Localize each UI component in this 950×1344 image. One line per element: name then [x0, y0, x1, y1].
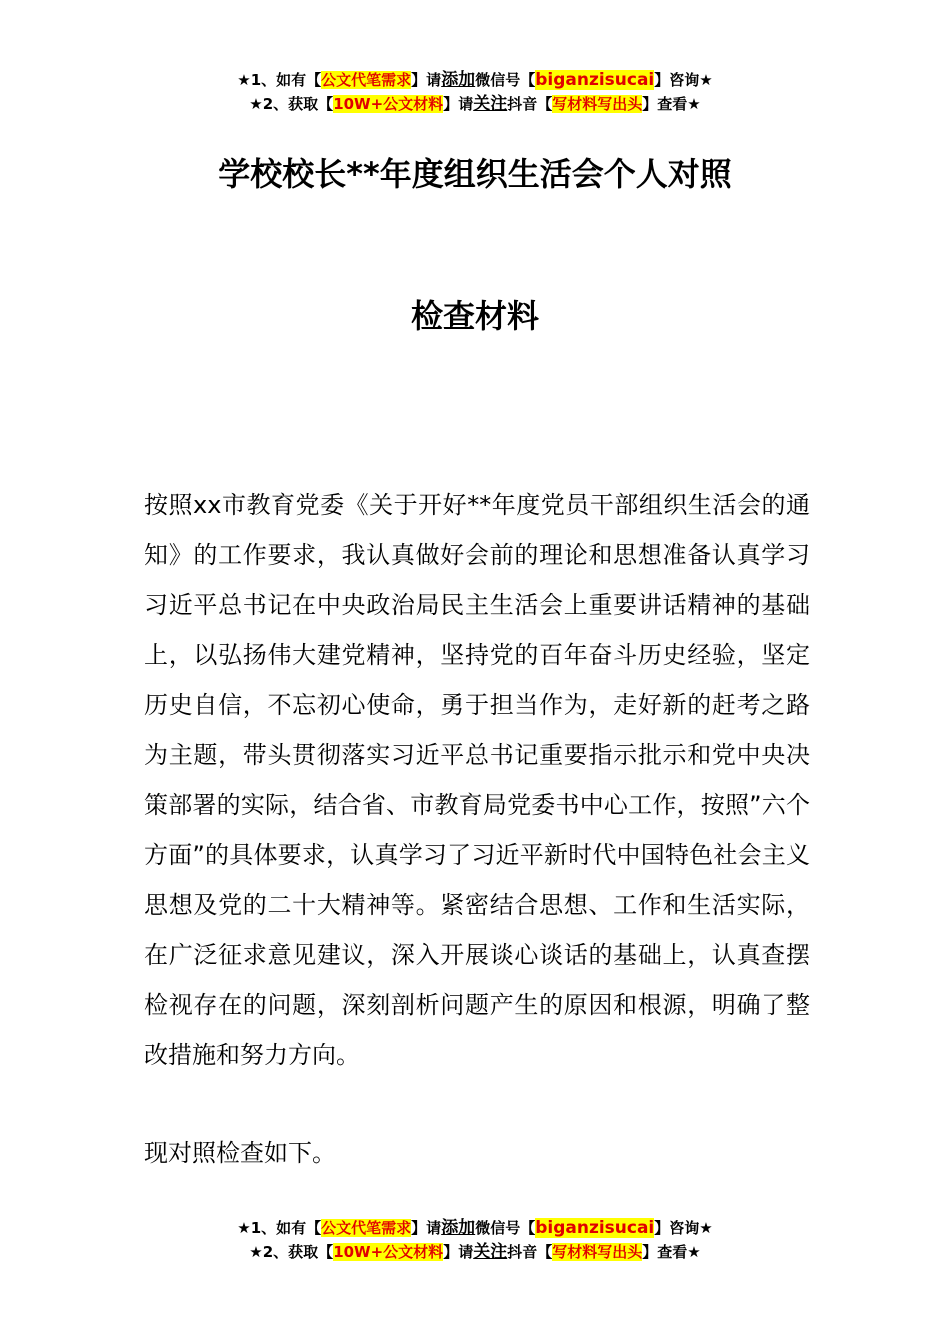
document-title-line-2: 检查材料: [410, 297, 539, 335]
promo-text: 】咨询★: [654, 1219, 713, 1237]
promo-text: 】咨询★: [654, 71, 713, 89]
promo-highlight: biganzisucai: [535, 70, 655, 90]
promo-text: 】请: [411, 1219, 442, 1237]
promo-line-2: [0, 92, 950, 116]
promo-text: 】查看★: [642, 95, 701, 113]
promo-underline: 添加: [441, 1218, 476, 1238]
promo-line-2: [0, 1240, 950, 1264]
promo-text: ★1、如有【: [237, 1219, 322, 1237]
promo-underline: 关注: [473, 94, 508, 114]
body-paragraph-1: 按照xx市教育党委《关于开好**年度党员干部组织生活会的通知》的工作要求，我认真做好会前的理论和思想准备认真学习习近平总书记在中央政治局民主生活会上重要讲话精神的基础上，以弘扬伟大建党精神，坚持党的百年奋斗历史经验，坚定历史自信，不忘初心使命，勇于担当作为，走好新的赶考之路为主题，带头贯彻落实习近平总书记重要指示批示和党中央决策部署的实际，结合省、市教育局党委书中心工作，按照”六个方面”的具体要求，认真学习了习近平新时代中国特色社会主义思想及党的二十大精神等。紧密结合思想、工作和生活实际，在广泛征求意见建议，深入开展谈心谈话的基础上，认真查摆检视存在的问题，深刻剖析问题产生的原因和根源，明确了整改措施和努力方向。: [144, 491, 810, 1069]
promo-text: ★2、获取【: [249, 95, 334, 113]
promo-header: [0, 68, 950, 116]
promo-highlight: 10W+公文材料: [333, 95, 444, 113]
promo-line-1: [0, 68, 950, 92]
promo-highlight: 公文代笔需求: [321, 71, 412, 89]
promo-underline: 添加: [441, 70, 476, 90]
promo-highlight: 写材料写出头: [552, 95, 643, 113]
promo-text: ★2、获取【: [249, 1243, 334, 1261]
promo-highlight: 10W+公文材料: [333, 1243, 444, 1261]
promo-highlight: 写材料写出头: [552, 1243, 643, 1261]
promo-text: 】请: [443, 95, 474, 113]
promo-text: 抖音【: [507, 95, 553, 113]
document-title-line-1: 学校校长**年度组织生活会个人对照: [218, 155, 732, 193]
promo-text: 微信号【: [475, 71, 536, 89]
promo-text: 微信号【: [475, 1219, 536, 1237]
body-paragraph-2: 现对照检查如下。: [144, 1139, 336, 1167]
promo-line-1: [0, 1216, 950, 1240]
promo-underline: 关注: [473, 1242, 508, 1262]
promo-text: 】请: [443, 1243, 474, 1261]
promo-text: ★1、如有【: [237, 71, 322, 89]
promo-text: 】查看★: [642, 1243, 701, 1261]
promo-text: 】请: [411, 71, 442, 89]
promo-footer: [0, 1216, 950, 1264]
promo-text: 抖音【: [507, 1243, 553, 1261]
promo-highlight: biganzisucai: [535, 1218, 655, 1238]
promo-highlight: 公文代笔需求: [321, 1219, 412, 1237]
